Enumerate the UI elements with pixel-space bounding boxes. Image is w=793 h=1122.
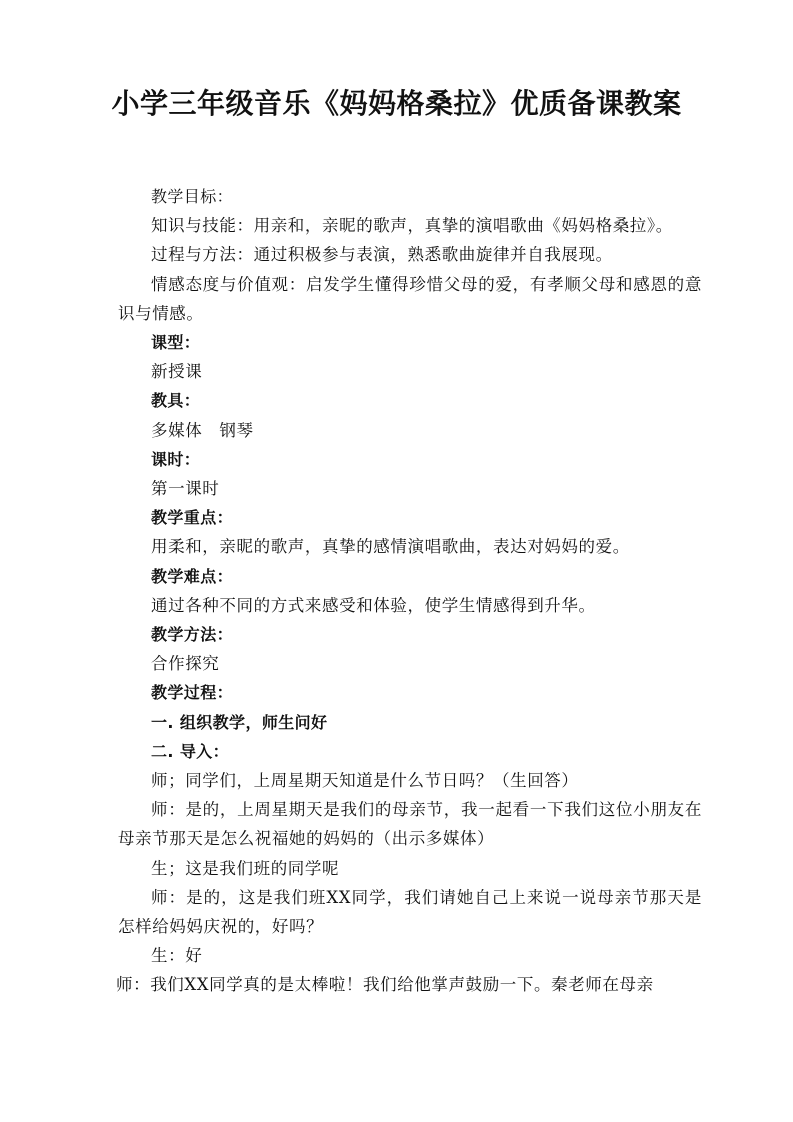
paragraph-class-hours: 第一课时 xyxy=(151,479,220,499)
dialogue-line: 师：是的，上周星期天是我们的母亲节，我一起看一下我们这位小朋友在母亲节那天是怎么祝福她的妈妈的（出示多媒体） xyxy=(118,800,702,849)
subsection-heading-greeting: 一. 组织教学，师生问好 xyxy=(151,712,328,732)
section-heading-class-hours: 课时： xyxy=(151,449,201,469)
subsection-heading-introduction: 二. 导入： xyxy=(151,741,230,761)
paragraph-emotion-values: 情感态度与价值观：启发学生懂得珍惜父母的爱，有孝顺父母和感恩的意识与情感。 xyxy=(118,274,702,323)
dialogue-line: 生；这是我们班的同学呢 xyxy=(151,858,340,878)
paragraph-knowledge-skills: 知识与技能：用亲和，亲昵的歌声，真挚的演唱歌曲《妈妈格桑拉》。 xyxy=(151,216,673,236)
section-heading-objectives: 教学目标： xyxy=(151,187,234,206)
paragraph-key-points: 用柔和，亲昵的歌声，真挚的感情演唱歌曲，表达对妈妈的爱。 xyxy=(151,537,630,557)
paragraph-teaching-aids: 多媒体 钢琴 xyxy=(151,420,254,440)
paragraph-lesson-type: 新授课 xyxy=(151,362,203,382)
section-heading-difficulties: 教学难点： xyxy=(151,566,234,586)
paragraph-difficulties: 通过各种不同的方式来感受和体验，使学生情感得到升华。 xyxy=(151,595,596,615)
dialogue-line: 师：我们XX同学真的是太棒啦！我们给他掌声鼓励一下。秦老师在母亲 xyxy=(116,975,654,995)
document-title: 小学三年级音乐《妈妈格桑拉》优质备课教案 xyxy=(111,87,682,120)
section-heading-teaching-aids: 教具： xyxy=(151,391,201,411)
section-heading-methods: 教学方法： xyxy=(151,625,234,645)
section-heading-key-points: 教学重点： xyxy=(151,508,234,528)
paragraph-methods: 合作探究 xyxy=(151,654,220,674)
dialogue-line: 师：是的，这是我们班XX同学，我们请她自己上来说一说母亲节那天是怎样给妈妈庆祝的，好吗？ xyxy=(118,887,702,937)
dialogue-line: 师；同学们，上周星期天知道是什么节日吗？（生回答） xyxy=(151,771,579,791)
dialogue-line: 生：好 xyxy=(151,946,203,966)
section-heading-lesson-type: 课型： xyxy=(151,333,201,353)
paragraph-process-methods: 过程与方法：通过积极参与表演，熟悉歌曲旋律并自我展现。 xyxy=(151,245,613,265)
section-heading-process: 教学过程： xyxy=(151,683,234,703)
document-body xyxy=(118,182,702,1000)
